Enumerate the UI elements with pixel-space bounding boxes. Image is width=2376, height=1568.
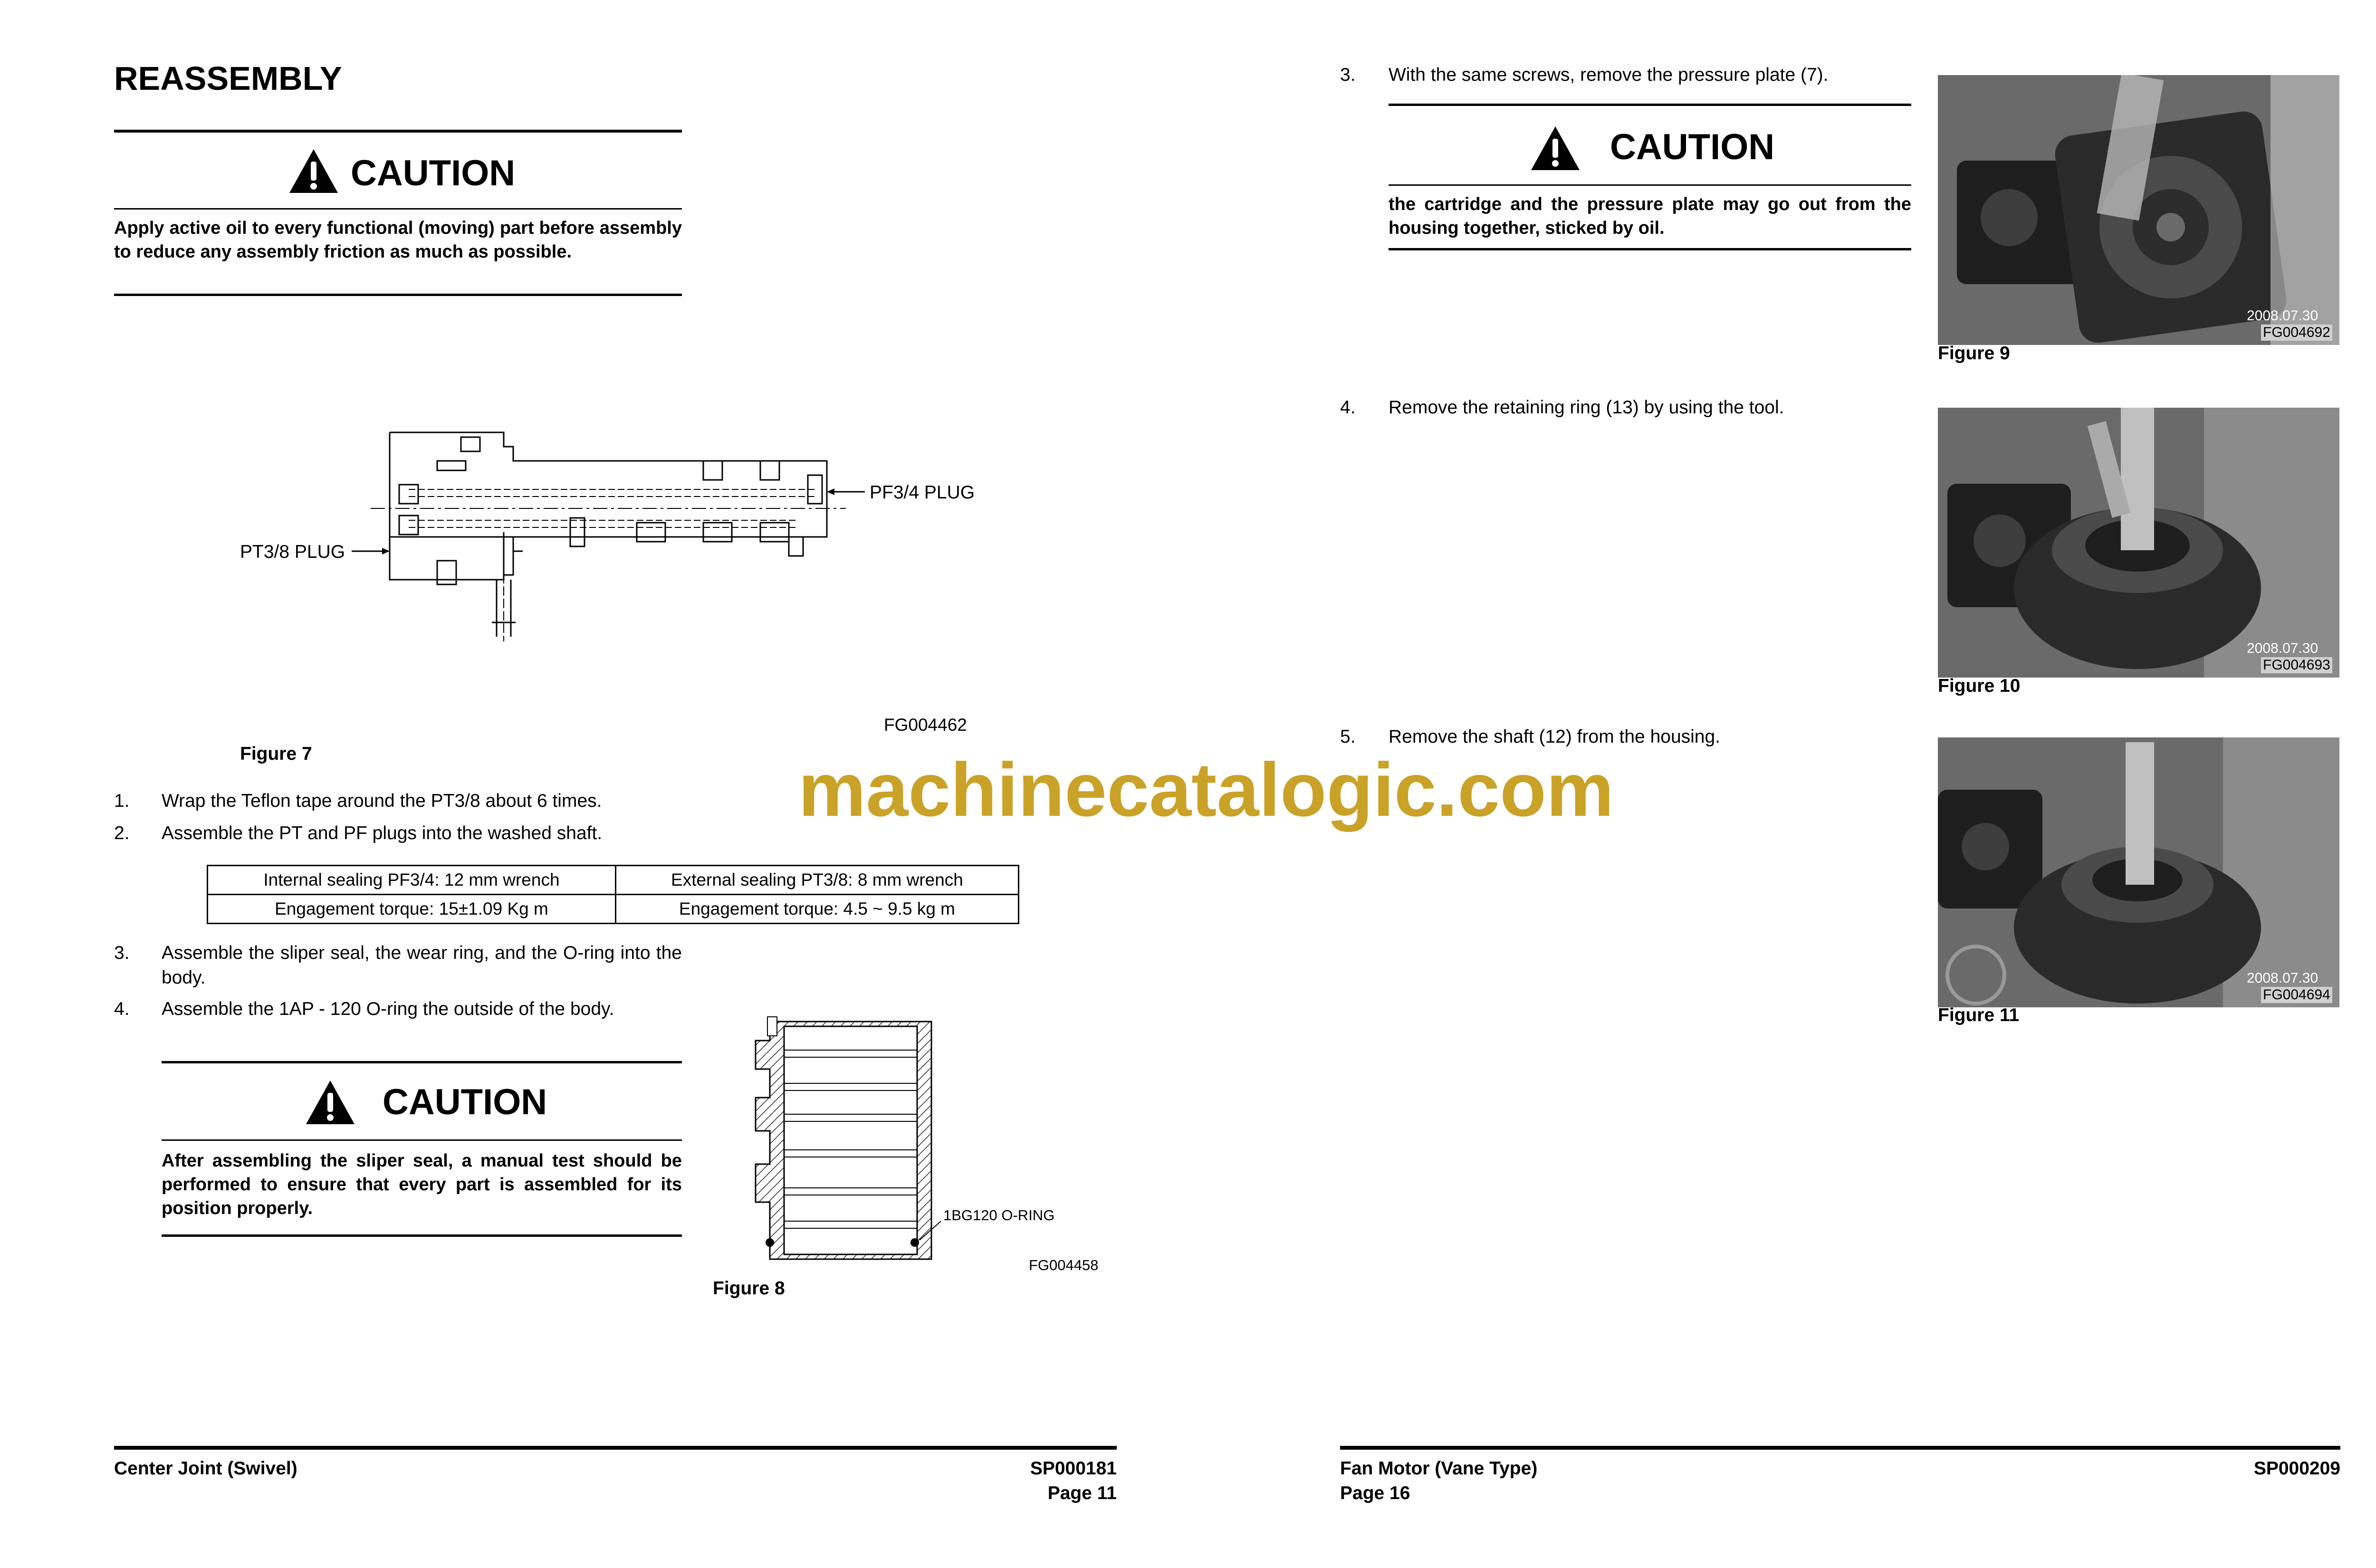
step-1-text: Wrap the Teflon tape around the PT3/8 about 6 times. bbox=[162, 791, 602, 811]
right-caution-title: CAUTION bbox=[1610, 127, 1775, 167]
right-step-4-text: Remove the retaining ring (13) by using the tool. bbox=[1389, 397, 1784, 418]
section-heading: REASSEMBLY bbox=[114, 60, 342, 97]
caution-2-top-rule bbox=[162, 1061, 682, 1063]
figure-10-date-stamp: 2008.07.30 bbox=[2247, 641, 2319, 656]
table-cell: Engagement torque: 4.5 ~ 9.5 kg m bbox=[615, 895, 1018, 924]
figure-11-photo bbox=[1938, 737, 2339, 1007]
figure-9-label: Figure 9 bbox=[1938, 343, 2010, 363]
figure-11-label: Figure 11 bbox=[1938, 1005, 2020, 1025]
step-2-text: Assemble the PT and PF plugs into the washed shaft. bbox=[162, 823, 603, 843]
right-step-5-number: 5. bbox=[1340, 727, 1356, 747]
right-caution-text: the cartridge and the pressure plate may go out from the housing together, sticked by oil. bbox=[1389, 194, 1911, 238]
table-cell: Engagement torque: 15±1.09 Kg m bbox=[208, 895, 616, 924]
caution-1-bottom-rule bbox=[114, 294, 682, 296]
left-footer-page: Page 11 bbox=[1047, 1483, 1117, 1503]
figure-7-callout-pt: PT3/8 PLUG bbox=[240, 542, 345, 562]
figure-9-date-stamp: 2008.07.30 bbox=[2247, 308, 2319, 324]
warning-triangle-icon bbox=[287, 147, 340, 195]
warning-triangle-icon bbox=[1529, 124, 1581, 172]
figure-7-drawing bbox=[371, 418, 846, 646]
watermark: machinecatalogic.com bbox=[798, 747, 1614, 832]
figure-11-date-stamp: 2008.07.30 bbox=[2247, 970, 2319, 986]
right-step-3-text: With the same screws, remove the pressure plate (7). bbox=[1389, 65, 1829, 85]
caution-2-title: CAUTION bbox=[383, 1082, 547, 1122]
figure-7-callout-pf: PF3/4 PLUG bbox=[870, 482, 975, 503]
figure-9-code: FG004692 bbox=[2261, 325, 2332, 341]
step-4-number: 4. bbox=[114, 999, 130, 1019]
left-footer-rule bbox=[114, 1446, 1117, 1450]
right-step-4-number: 4. bbox=[1340, 397, 1356, 418]
pt-plug-arrow bbox=[352, 546, 390, 556]
figure-8-code: FG004458 bbox=[1029, 1257, 1099, 1273]
right-footer-doc: SP000209 bbox=[2253, 1458, 2340, 1479]
caution-1-title: CAUTION bbox=[351, 153, 516, 193]
figure-9-photo bbox=[1938, 75, 2339, 345]
figure-8-drawing bbox=[751, 1012, 941, 1264]
figure-7-label: Figure 7 bbox=[240, 744, 312, 764]
right-caution-top-rule bbox=[1389, 104, 1911, 106]
right-footer-rule bbox=[1340, 1446, 2340, 1450]
figure-10-code: FG004693 bbox=[2261, 657, 2332, 673]
table-row bbox=[208, 866, 1019, 895]
caution-1-mid-rule bbox=[114, 208, 682, 210]
right-footer-title: Fan Motor (Vane Type) bbox=[1340, 1458, 1538, 1479]
table-row bbox=[208, 895, 1019, 924]
caution-1-top-rule bbox=[114, 130, 682, 133]
figure-7-code: FG004462 bbox=[884, 715, 967, 735]
table-cell: External sealing PT3/8: 8 mm wrench bbox=[615, 866, 1018, 895]
right-step-3-number: 3. bbox=[1340, 65, 1356, 85]
caution-1-text: Apply active oil to every functional (moving) part before assembly to reduce any assembly friction as much as possible. bbox=[114, 218, 682, 262]
step-4-text: Assemble the 1AP - 120 O-ring the outside of the body. bbox=[162, 999, 614, 1019]
figure-10-label: Figure 10 bbox=[1938, 676, 2021, 696]
pf-plug-arrow bbox=[827, 487, 865, 497]
figure-8-callout: 1BG120 O-RING bbox=[943, 1207, 1055, 1224]
step-1-number: 1. bbox=[114, 791, 130, 811]
figure-8-label: Figure 8 bbox=[713, 1278, 785, 1299]
step-2-number: 2. bbox=[114, 823, 130, 843]
left-footer-doc: SP000181 bbox=[1030, 1458, 1117, 1479]
step-3-number: 3. bbox=[114, 943, 130, 963]
step-3-text: Assemble the sliper seal, the wear ring, and the O-ring into the body. bbox=[162, 943, 682, 988]
figure-10-photo bbox=[1938, 408, 2339, 678]
caution-2-bottom-rule bbox=[162, 1234, 682, 1237]
right-footer-page: Page 16 bbox=[1340, 1483, 1410, 1503]
warning-triangle-icon bbox=[304, 1079, 356, 1126]
spec-table bbox=[207, 865, 1019, 924]
left-footer-title: Center Joint (Swivel) bbox=[114, 1458, 297, 1479]
caution-2-text: After assembling the sliper seal, a manual test should be performed to ensure that every part is assembled for its position properly. bbox=[162, 1151, 682, 1218]
figure-11-code: FG004694 bbox=[2261, 987, 2332, 1003]
caution-2-mid-rule bbox=[162, 1139, 682, 1141]
right-caution-bottom-rule bbox=[1389, 248, 1911, 250]
right-step-5-text: Remove the shaft (12) from the housing. bbox=[1389, 727, 1721, 747]
right-caution-mid-rule bbox=[1389, 184, 1911, 186]
table-cell: Internal sealing PF3/4: 12 mm wrench bbox=[208, 866, 616, 895]
